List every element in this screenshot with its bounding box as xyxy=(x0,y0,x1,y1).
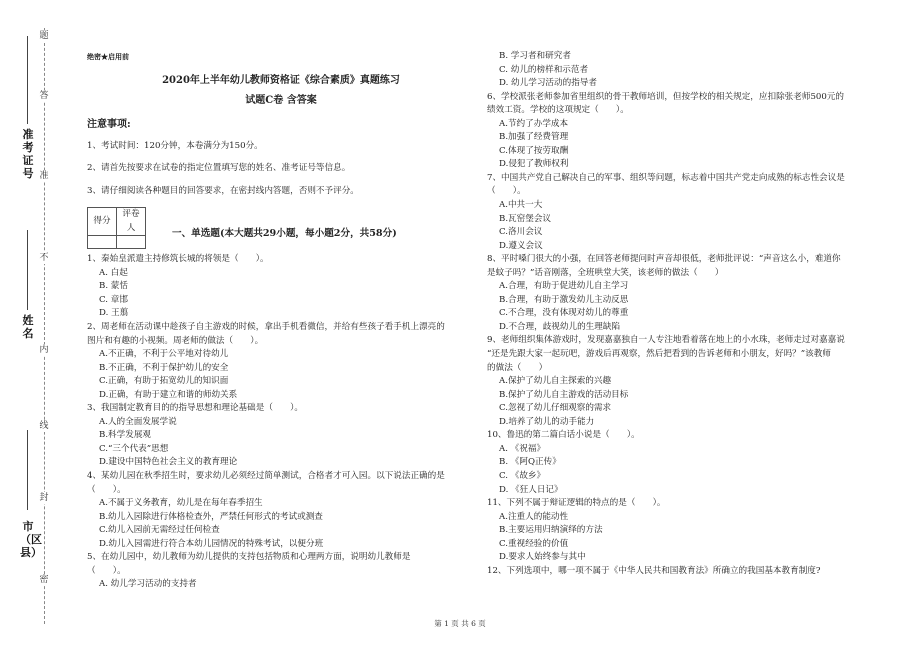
exam-title-line1: 2020年上半年幼儿教师资格证《综合素质》真题练习 xyxy=(162,75,400,86)
answer-option: A. 《祝福》 xyxy=(499,443,546,454)
field-underline xyxy=(27,230,28,310)
notice-heading: 注意事项: xyxy=(87,119,131,130)
question-text: 3、我国制定教育目的的指导思想和理论基础是（ ）。 xyxy=(87,403,304,414)
name-label: 姓名 xyxy=(22,314,34,340)
answer-option: A.不属于义务教育，幼儿是在每年春季招生 xyxy=(99,498,263,509)
section-title: 一、单选题(本大题共29小题，每小题2分，共58分) xyxy=(172,228,397,240)
answer-option: C.正确，有助于拓宽幼儿的知识面 xyxy=(99,376,229,387)
answer-option: B. 蒙恬 xyxy=(99,281,128,292)
grader-header: 评卷人 xyxy=(117,208,146,236)
answer-option: C. 章邯 xyxy=(99,294,128,305)
binding-char: 题 xyxy=(39,31,49,41)
answer-option: C.洛川会议 xyxy=(499,227,543,238)
answer-option: C.重视经验的价值 xyxy=(499,538,569,549)
answer-option: B. 学习者和研究者 xyxy=(499,51,571,61)
answer-option: C.“三个代表”思想 xyxy=(99,443,169,454)
answer-option: A.节约了办学成本 xyxy=(499,118,569,129)
notice-item: 2、请首先按要求在试卷的指定位置填写您的姓名、准考证号等信息。 xyxy=(87,163,351,174)
answer-option: C.体现了按劳取酬 xyxy=(499,145,569,156)
seal-dashed-line xyxy=(44,28,45,624)
answer-option: B.加强了经费管理 xyxy=(499,132,569,143)
answer-option: D.要求人始终参与其中 xyxy=(499,552,586,563)
answer-option: D.遵义会议 xyxy=(499,240,543,251)
question-text: 是蚊子吗？”话音刚落，全班哄堂大笑，该老师的做法（ ） xyxy=(487,267,724,278)
field-underline xyxy=(27,36,28,124)
answer-option: A. 幼儿学习活动的支持者 xyxy=(99,579,197,590)
answer-option: B.幼儿入园除进行体格检查外，严禁任何形式的考试或测查 xyxy=(99,511,323,522)
answer-option: A.人的全面发展学说 xyxy=(99,416,177,427)
grader-cell xyxy=(117,236,146,249)
binding-char: 不 xyxy=(39,253,49,263)
binding-char: 准 xyxy=(39,171,49,181)
answer-option: B.主要运用归纳演绎的方法 xyxy=(499,525,603,536)
answer-option: A.中共一大 xyxy=(499,200,543,211)
binding-char: 答 xyxy=(39,91,49,101)
answer-option: D.幼儿入园需进行符合本幼儿园情况的特殊考试，以便分班 xyxy=(99,538,324,549)
notice-item: 3、请仔细阅读各种题目的回答要求，在密封线内答题，否则不予评分。 xyxy=(87,185,359,196)
answer-option: D. 王翦 xyxy=(99,308,129,319)
question-list xyxy=(87,253,475,592)
question-text: （ ）。 xyxy=(487,186,526,197)
notice-item: 1、考试时间：120分钟，本卷满分为150分。 xyxy=(87,140,263,151)
answer-option: B.保护了幼儿自主游戏的活动目标 xyxy=(499,389,629,400)
binding-char: 内 xyxy=(39,345,49,355)
answer-option: B. 《阿Q正传》 xyxy=(499,457,561,468)
answer-option: B.科学发展观 xyxy=(99,430,152,441)
question-text: （ ）。 xyxy=(87,484,126,495)
question-text: 5、在幼儿园中，幼儿教师为幼儿提供的支持包括物质和心理两方面，说明幼儿教师是 xyxy=(87,552,411,563)
question-text: “还是先跟大家一起玩吧，游戏后再观察，然后把看到的告诉老师和小朋友，好吗？”该教师 xyxy=(487,349,831,360)
binding-char: 线 xyxy=(39,421,49,431)
district-label: 市（区县） xyxy=(20,520,42,559)
answer-option: D.正确，有助于建立和谐的师幼关系 xyxy=(99,389,238,400)
answer-option: A.保护了幼儿自主探索的兴趣 xyxy=(499,376,612,387)
answer-option: C.忽视了幼儿仔细观察的需求 xyxy=(499,403,612,414)
answer-option: A. 白起 xyxy=(99,267,128,278)
exam-title-line2: 试题C卷 含答案 xyxy=(245,95,317,106)
score-table xyxy=(87,207,146,249)
page-footer: 第 1 页 共 6 页 xyxy=(434,619,486,628)
exam-number-label: 准考证号 xyxy=(22,128,34,180)
answer-option: B.不正确，不利于保护幼儿的安全 xyxy=(99,362,229,373)
answer-option: D.建设中国特色社会主义的教育理论 xyxy=(99,457,238,468)
question-text: 7、中国共产党自己解决自己的军事、组织等问题，标志着中国共产党走向成熟的标志性会议是 xyxy=(487,172,845,183)
question-text: 11、下列不属于辩证逻辑的特点的是（ ）。 xyxy=(487,498,666,509)
score-cell xyxy=(88,236,117,249)
question-text: 9、老师组织集体游戏时，发现嘉嘉独自一人专注地看着落在地上的小水珠，老师走过对嘉嘉说 xyxy=(487,335,845,346)
answer-option: D.不合理，歧视幼儿的生理缺陷 xyxy=(499,321,621,332)
binding-margin xyxy=(0,0,62,650)
question-text: （ ）。 xyxy=(87,565,126,576)
answer-option: D. 《狂人日记》 xyxy=(499,484,563,495)
binding-char: 密 xyxy=(39,575,49,585)
answer-option: C.幼儿入园前无需经过任何检查 xyxy=(99,525,220,536)
question-list xyxy=(487,50,887,578)
answer-option: C. 幼儿的榜样和示范者 xyxy=(499,64,589,75)
score-header: 得分 xyxy=(88,208,117,236)
answer-option: A.合理，有助于促进幼儿自主学习 xyxy=(499,281,629,292)
answer-option: C. 《故乡》 xyxy=(499,470,546,481)
secret-mark: 绝密★启用前 xyxy=(87,52,129,61)
answer-option: A.注重人的能动性 xyxy=(499,511,569,522)
answer-option: D.培养了幼儿的动手能力 xyxy=(499,416,595,427)
question-text: 4、某幼儿园在秋季招生时，要求幼儿必须经过简单测试，合格者才可入园。以下说法正确的是 xyxy=(87,471,445,482)
question-text: 2、周老师在活动课中趁孩子自主游戏的时候，拿出手机看微信，并给有些孩子看手机上漂亮的 xyxy=(87,322,445,333)
question-text: 12、下列选项中，哪一项不属于《中华人民共和国教育法》所确立的我国基本教育制度? xyxy=(487,565,821,576)
question-text: 1、秦始皇派遣主持修筑长城的将领是（ ）。 xyxy=(87,254,269,265)
question-text: 10、鲁迅的第二篇白话小说是（ ）。 xyxy=(487,430,640,441)
binding-char: 封 xyxy=(39,493,49,503)
score-section xyxy=(87,207,475,249)
field-underline xyxy=(27,430,28,510)
right-column xyxy=(487,50,887,578)
question-text: 6、学校派张老师参加省里组织的骨干教师培训，但按学校的相关规定，应扣除张老师500元的 xyxy=(487,91,845,102)
left-column xyxy=(87,52,475,592)
answer-option: B.瓦窑堡会议 xyxy=(499,213,552,224)
question-text: 8、平时嗓门很大的小强，在回答老师提问时声音却很低，老师批评说：“声音这么小，难道你 xyxy=(487,254,841,265)
answer-option: B.合理，有助于激发幼儿主动反思 xyxy=(499,294,629,305)
question-text: 的做法（ ） xyxy=(487,362,548,373)
question-text: 图片和有趣的小视频。周老师的做法（ ）。 xyxy=(87,335,264,346)
answer-option: A.不正确，不利于公平地对待幼儿 xyxy=(99,349,229,360)
exam-title xyxy=(87,74,475,108)
answer-option: D.侵犯了教师权利 xyxy=(499,159,569,170)
answer-option: D. 幼儿学习活动的指导者 xyxy=(499,78,597,89)
question-text: 绩效工资。学校的这项规定（ ）。 xyxy=(487,105,629,116)
answer-option: C.不合理，没有体现对幼儿的尊重 xyxy=(499,308,629,319)
